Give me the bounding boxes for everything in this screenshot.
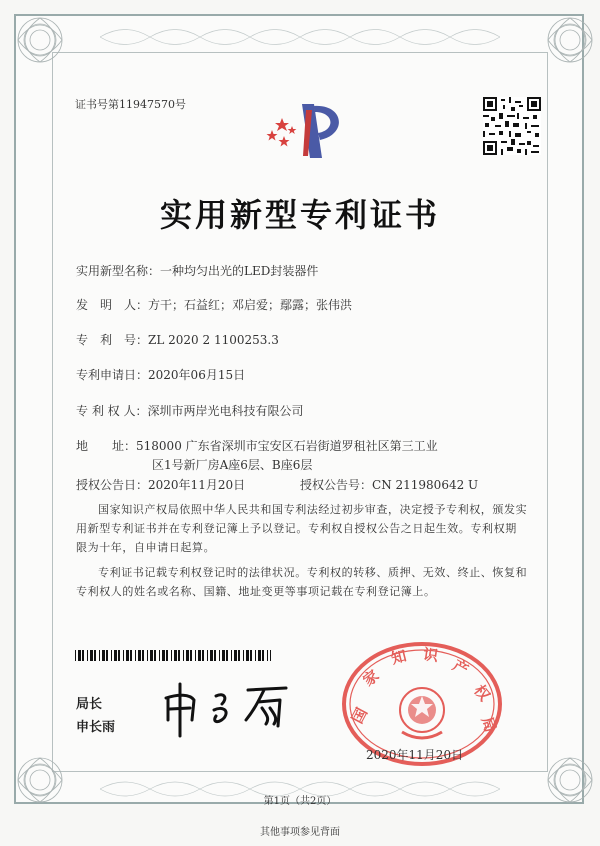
barcode-icon: [75, 650, 271, 661]
certificate-number: 证书号第11947570号: [75, 98, 186, 111]
field-inventor: [76, 296, 352, 313]
field-value: CN 211980642 U: [372, 478, 479, 492]
svg-text:国: 国: [348, 704, 372, 727]
field-patentee: [76, 402, 303, 419]
field-value: 2020年06月15日: [148, 368, 246, 382]
field-value: 518000 广东省深圳市宝安区石岩街道罗租社区第三工业: [136, 439, 438, 453]
field-label: 专 利 权 人：: [76, 404, 148, 418]
footer-note: 其他事项参见背面: [260, 827, 340, 838]
svg-text:权: 权: [470, 681, 494, 705]
field-value: 深圳市两岸光电科技有限公司: [147, 404, 304, 418]
field-address-line2: 区1号新厂房A座6层、B座6层: [152, 458, 313, 472]
certificate-title: 实用新型专利证书: [159, 196, 440, 234]
director-name: 申长雨: [76, 720, 116, 735]
signature-icon: [158, 676, 308, 740]
field-label: 专利申请日：: [76, 368, 149, 382]
field-label: 授权公告日：: [76, 478, 149, 492]
svg-text:产: 产: [449, 656, 472, 680]
field-value: 一种均匀出光的LED封装器件: [160, 264, 319, 278]
paragraph-grant-statement: 国家知识产权局依照中华人民共和国专利法经过初步审查，决定授予专利权，颁发实用新型专利证书并在专利登记簿上予以登记。专利权自授权公告之日起生效。专利权期限为十年，自申请日起算。: [76, 503, 528, 554]
field-label: 实用新型名称：: [76, 264, 161, 278]
svg-text:识: 识: [422, 645, 440, 666]
field-value: 方干；石益红；邓启爱；鄢露；张伟洪: [148, 298, 353, 312]
field-label: 授权公告号：: [300, 478, 373, 492]
field-application-date: [76, 366, 245, 383]
paragraph-legal-status: 专利证书记载专利权登记时的法律状况。专利权的转移、质押、无效、终止、恢复和专利权人的姓名或名称、国籍、地址变更等事项记载在专利登记簿上。: [76, 566, 528, 598]
svg-text:局: 局: [477, 714, 500, 735]
field-patent-number: [76, 331, 279, 348]
seal-date: 2020年11月20日: [366, 748, 464, 762]
field-label: 发 明 人：: [76, 298, 149, 312]
svg-text:家: 家: [359, 666, 383, 690]
field-label: 地 址：: [76, 439, 137, 453]
qr-code-icon: [483, 97, 541, 155]
field-address: [76, 437, 438, 454]
director-title: 局长: [76, 697, 103, 712]
svg-text:知: 知: [389, 646, 409, 668]
field-value: ZL 2020 2 1100253.3: [148, 333, 279, 347]
field-utility-model-name: [76, 262, 318, 279]
cnipa-logo-icon: [262, 100, 352, 164]
field-value: 2020年11月20日: [148, 478, 246, 492]
page-number: 第1页（共2页）: [263, 796, 337, 807]
field-grant-number: [300, 476, 478, 493]
field-label: 专 利 号：: [76, 333, 149, 347]
field-grant-date: [76, 476, 245, 493]
